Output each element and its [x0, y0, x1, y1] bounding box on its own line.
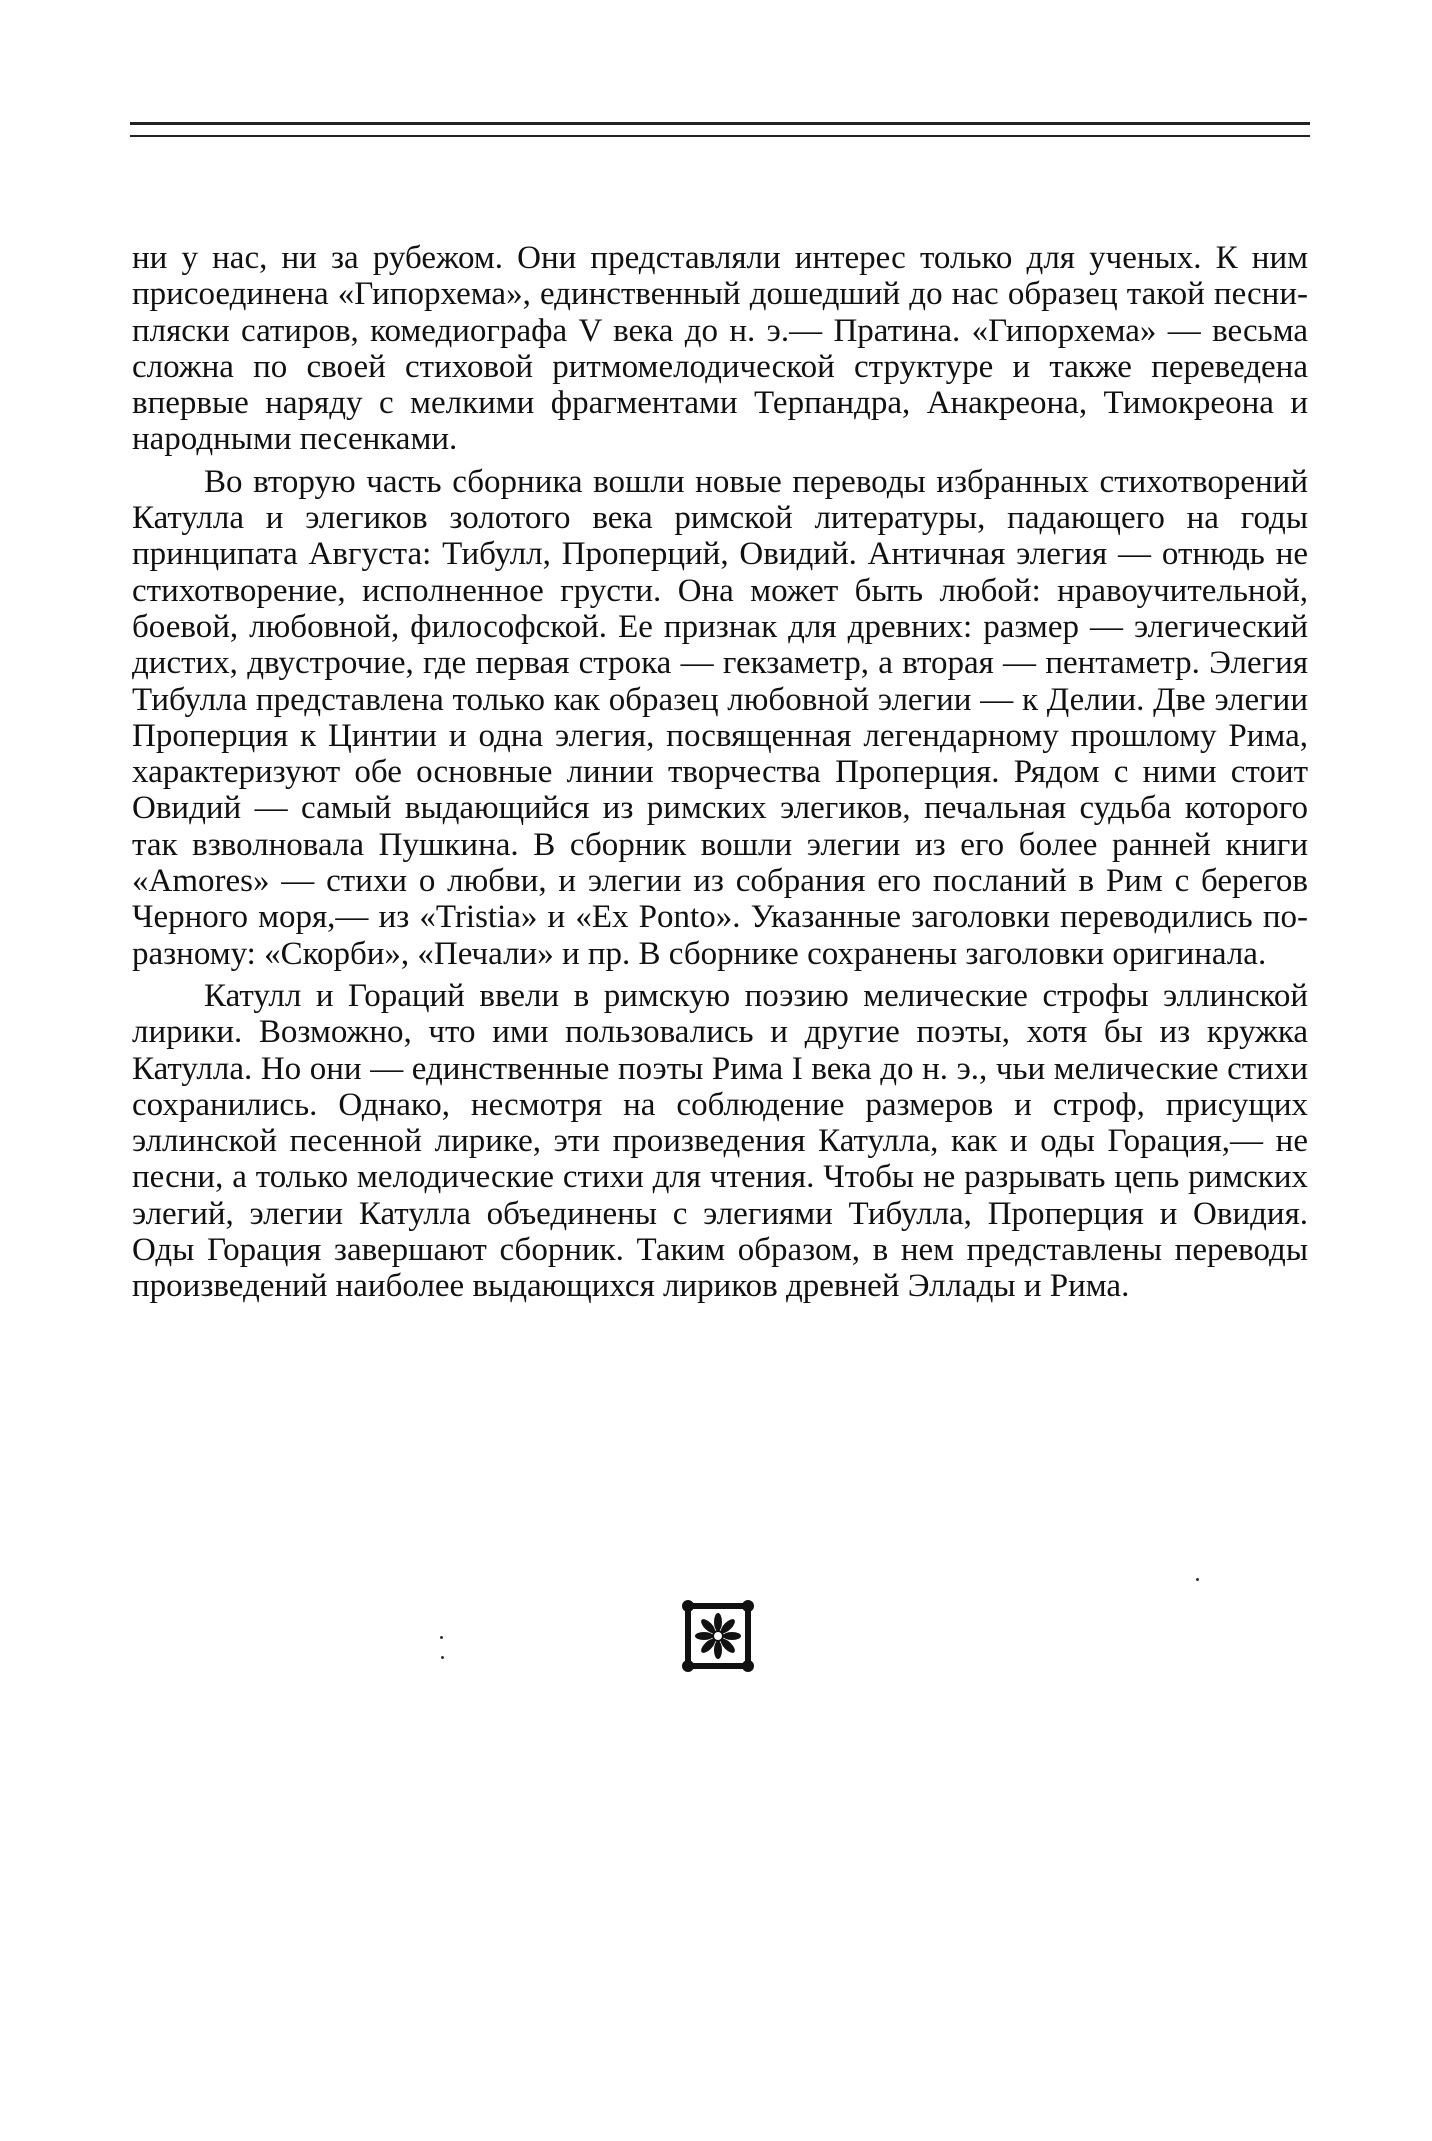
header-rule-top [130, 122, 1310, 125]
paragraph-2: Во вторую часть сборника вошли новые переводы избранных стихотворений Катулла и элегиков золотого века римской литературы, падающего на годы принципата Августа: Тибулл, Проперций, Овидий. Античная элегия — отнюдь не стихотворение, исполненное грусти. Она может быть любой: нравоучительной, боевой, любовной, философской. Ее признак для древних: размер — элегический дистих, двустрочие, где первая строка — гекзаметр, а вторая — пентаметр. Элегия Тибулла представлена только как образец любовной элегии — к Делии. Две элегии Проперция к Цинтии и одна элегия, посвященная легендарному прошлому Рима, характеризуют обе основные линии творчества Проперция. Рядом с ними стоит Овидий — самый выдающийся из римских элегиков, печальная судьба которого так взволновала Пушкина. В сборник вошли элегии из его более ранней книги «Amores» — стихи о любви, и элегии из собрания его посланий в Рим с берегов Черного моря,— из «Tristia» и «Ex Ponto». Указанные заголовки переводились по-разному: «Скорби», «Печали» и пр. В сборнике сохранены заголовки оригинала. [132, 463, 1308, 972]
print-speck [441, 1656, 444, 1659]
header-rule-bottom [130, 135, 1310, 137]
body-text [132, 240, 1308, 1305]
paragraph-1: ни у нас, ни за рубежом. Они представляли интерес только для ученых. К ним присоединена «Гипорхема», единственный дошедший до нас образец такой песни-пляски сатиров, комедиографа V века до н. э.— Пратина. «Гипорхема» — весьма сложна по своей стиховой ритмомелодической структуре и также переведена впервые наряду с мелкими фрагментами Терпандра, Анакреона, Тимокреона и народными песенками. [132, 240, 1308, 458]
flower-ornament-icon [680, 1598, 756, 1674]
print-speck [440, 1636, 443, 1639]
paragraph-3: Катулл и Гораций ввели в римскую поэзию мелические строфы эллинской лирики. Возможно, что ими пользовались и другие поэты, хотя бы из кружка Катулла. Но они — единственные поэты Рима I века до н. э., чьи мелические стихи сохранились. Однако, несмотря на соблюдение размеров и строф, присущих эллинской песенной лирике, эти произведения Катулла, как и оды Горация,— не песни, а только мелодические стихи для чтения. Чтобы не разрывать цепь римских элегий, элегии Катулла объединены с элегиями Тибулла, Проперция и Овидия. Оды Горация завершают сборник. Таким образом, в нем представлены переводы произведений наиболее выдающихся лириков древней Эллады и Рима. [132, 977, 1308, 1305]
print-speck [1196, 1578, 1199, 1581]
